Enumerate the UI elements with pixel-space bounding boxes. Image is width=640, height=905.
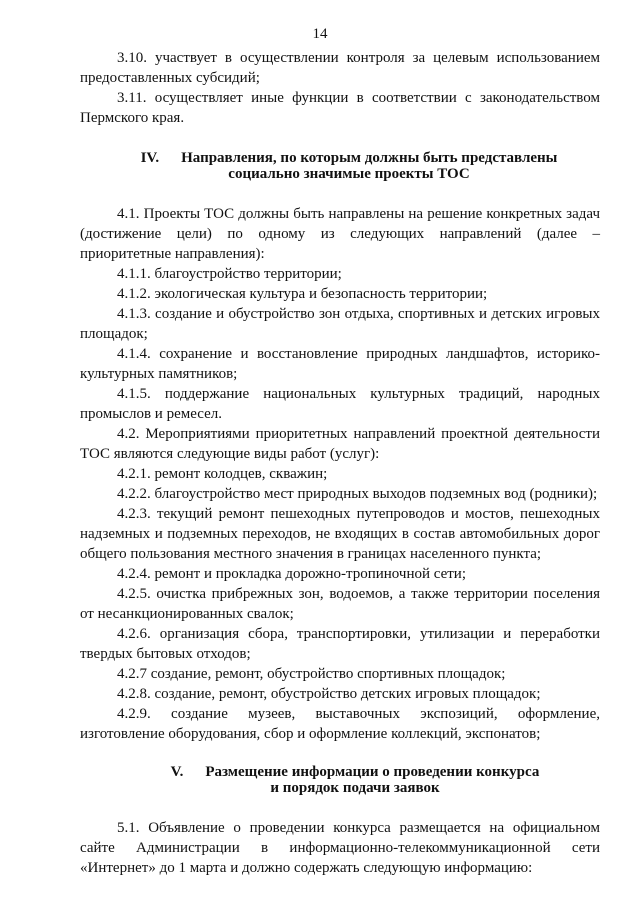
clause-4-1-3: 4.1.3. создание и обустройство зон отдыха, спортивных и детских игровых площадок; (80, 306, 600, 342)
section-4-heading (80, 150, 600, 182)
section-5-title-line-1 (110, 764, 600, 780)
clause-4-1-4: 4.1.4. сохранение и восстановление природных ландшафтов, историко-культурных памятников; (80, 346, 600, 382)
document-body (80, 48, 600, 878)
clause-4-2: 4.2. Мероприятиями приоритетных направлений проектной деятельности ТОС являются следующие виды работ (услуг): (80, 426, 600, 462)
section-5-title-text-1: Размещение информации о проведении конкурса (205, 764, 540, 780)
clause-5-1: 5.1. Объявление о проведении конкурса размещается на официальном сайте Администрации в информационно-телекоммуникационной сети «Интернет» до 1 марта и должно содержать следующую информацию: (80, 820, 600, 876)
section-4-title-line-2: социально значимые проекты ТОС (228, 166, 470, 182)
clause-3-10: 3.10. участвует в осуществлении контроля за целевым использованием предоставленных субсидий; (80, 50, 600, 86)
clause-4-2-8: 4.2.8. создание, ремонт, обустройство детских игровых площадок; (117, 686, 541, 702)
section-5-numeral: V. (170, 764, 184, 780)
section-4-numeral: IV. (140, 150, 160, 166)
clause-4-2-1: 4.2.1. ремонт колодцев, скважин; (117, 466, 328, 482)
section-4-title-line-1 (98, 150, 600, 166)
clause-4-2-7: 4.2.7 создание, ремонт, обустройство спортивных площадок; (117, 666, 506, 682)
clause-4-2-9: 4.2.9. создание музеев, выставочных экспозиций, оформление, изготовление оборудования, сбор и оформление коллекций, экспонатов; (80, 706, 600, 742)
clause-4-1-2: 4.1.2. экологическая культура и безопасность территории; (117, 286, 488, 302)
clause-4-2-4: 4.2.4. ремонт и прокладка дорожно-тропиночной сети; (117, 566, 466, 582)
page-number: 14 (312, 26, 328, 42)
clause-4-1: 4.1. Проекты ТОС должны быть направлены на решение конкретных задач (достижение цели) по одному из следующих направлений (далее – приоритетные направления): (80, 206, 600, 262)
section-5-title-line-2: и порядок подачи заявок (270, 780, 440, 796)
section-4-title-text-1: Направления, по которым должны быть представлены (181, 150, 558, 166)
clause-4-2-3: 4.2.3. текущий ремонт пешеходных путепроводов и мостов, пешеходных надземных и подземных переходов, не входящих в состав автомобильных дорог общего пользования местного значения в границах населенного пункта; (80, 506, 600, 562)
section-5-heading (80, 764, 600, 796)
clause-4-2-5: 4.2.5. очистка прибрежных зон, водоемов, а также территории поселения от несанкционированных свалок; (80, 586, 600, 622)
clause-4-2-6: 4.2.6. организация сбора, транспортировки, утилизации и переработки твердых бытовых отходов; (80, 626, 600, 662)
clause-4-2-2: 4.2.2. благоустройство мест природных выходов подземных вод (родники); (117, 486, 598, 502)
clause-4-1-5: 4.1.5. поддержание национальных культурных традиций, народных промыслов и ремесел. (80, 386, 600, 422)
clause-3-11: 3.11. осуществляет иные функции в соответствии с законодательством Пермского края. (80, 90, 600, 126)
clause-4-1-1: 4.1.1. благоустройство территории; (117, 266, 342, 282)
